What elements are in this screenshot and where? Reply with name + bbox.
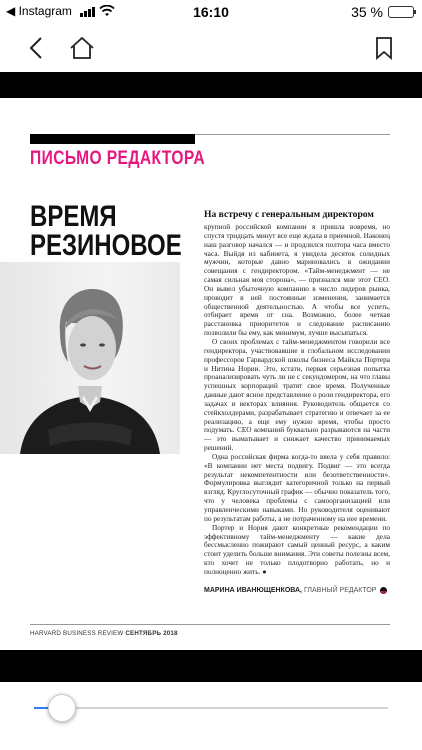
article-body: [204, 209, 390, 594]
slider-track[interactable]: [34, 707, 388, 709]
back-button[interactable]: [20, 32, 52, 64]
article-paragraph: О своих проблемах с тайм-менеджментом говорили все гендиректора, участвовавшие в глобальном исследовании профессоров Гарвардской школы бизнеса Майкла Портера и Нитина Нории. Это, кстати, первая серьезная попытка проанализировать чуть ли не с секундомером, на что главы успешных корпораций тратят свое время. Полученные данные дают ясное представление о роли гендиректора, его задачах и векторах влияния. Руководитель общается со стейкхолдерами, разрабатывает стратегию и отвечает за ее реализацию, а еще ему нужно время, чтобы просто подумать. CEO компаний буквально разрываются на части — это выматывает и снижает качество принимаемых решений.: [204, 336, 390, 453]
signature-icon: [380, 587, 387, 594]
page-slider[interactable]: [0, 690, 422, 726]
home-button[interactable]: [66, 32, 98, 64]
clock: 16:10: [193, 4, 229, 20]
author-name: МАРИНА ИВАНЮЩЕНКОВА,: [204, 586, 302, 594]
battery-percent: 35 %: [351, 4, 383, 20]
back-to-app-link[interactable]: ◀ Instagram: [6, 4, 72, 18]
page-top-bar: [0, 72, 422, 98]
article-paragraph: Одна российская фирма когда-то ввела у себя правило: «В компании нет места подвигу. Подвиг — это всегда результат некомпетентности или безответственности». Формулировка выглядит категоричной только на первый взгляд. Круглосуточный график — обычно показатель того, что у человека проблемы с самоорганизацией или управленческими навыками. Но руководителя оценивают по результатам работы, а не потраченному на нее времени.: [204, 451, 390, 523]
article-paragraph: [204, 524, 390, 577]
article-paragraph-text: Портер и Нория дают конкретные рекомендации по эффективному тайм-менеджменту — какие дела бессмысленно пожирают самый ценный ресурс, а каким стоит уделить больше внимания. Эти советы полезны всем, кто хочет не только плодотворно работать, но и полноценно жить.: [204, 522, 390, 576]
bottom-rule: [30, 624, 390, 625]
page-footer: [30, 630, 178, 637]
page-bottom-bar: [0, 650, 422, 682]
headline-line-1: ВРЕМЯ: [30, 200, 117, 233]
footer-publication: HARVARD BUSINESS REVIEW: [30, 630, 124, 637]
headline-line-2: РЕЗИНОВОЕ: [30, 229, 182, 262]
bookmark-button[interactable]: [368, 32, 400, 64]
magazine-page: [0, 98, 422, 650]
person-portrait-icon: [0, 262, 180, 454]
home-icon: [69, 36, 95, 60]
author-role: ГЛАВНЫЙ РЕДАКТОР: [304, 586, 377, 594]
section-title: ПИСЬМО РЕДАКТОРА: [30, 148, 206, 169]
article-lead: На встречу с генеральным директором: [204, 209, 374, 220]
bookmark-icon: [375, 36, 393, 60]
status-bar: [0, 0, 422, 24]
editor-photo: [0, 262, 180, 454]
chevron-left-icon: [27, 36, 45, 60]
article-paragraph: крупной российской компании я пришла вовремя, но спустя тридцать минут все еще ждала в приемной. Наконец наш разговор начался — и продлился полтора часа вместо часа. Выйдя из кабинета, я увидела десяток солидных мужчин, которые давно мариновались в ожидании совещания с гендиректором. «Тайм-менеджмент — не самая сильная моя сторона», — признался мне этот CEO. Он вывел убыточную компанию в число лидеров рынка, проводит в ней постоянные изменения, занимается общественной деятельностью. А чтобы все успеть, отбирает время от сна. Возможно, более четкая расстановка приоритетов и следование расписанию позволили бы ему, как минимум, лучше высыпаться.: [204, 222, 390, 338]
footer-issue: СЕНТЯБРЬ 2018: [125, 630, 178, 637]
end-mark-icon: ●: [262, 566, 267, 576]
reader-toolbar: [0, 24, 422, 72]
section-marker-bar: [30, 134, 195, 144]
headline: [30, 200, 182, 262]
battery-icon: [388, 6, 414, 18]
author-byline: [204, 587, 390, 594]
slider-thumb[interactable]: [48, 694, 76, 722]
